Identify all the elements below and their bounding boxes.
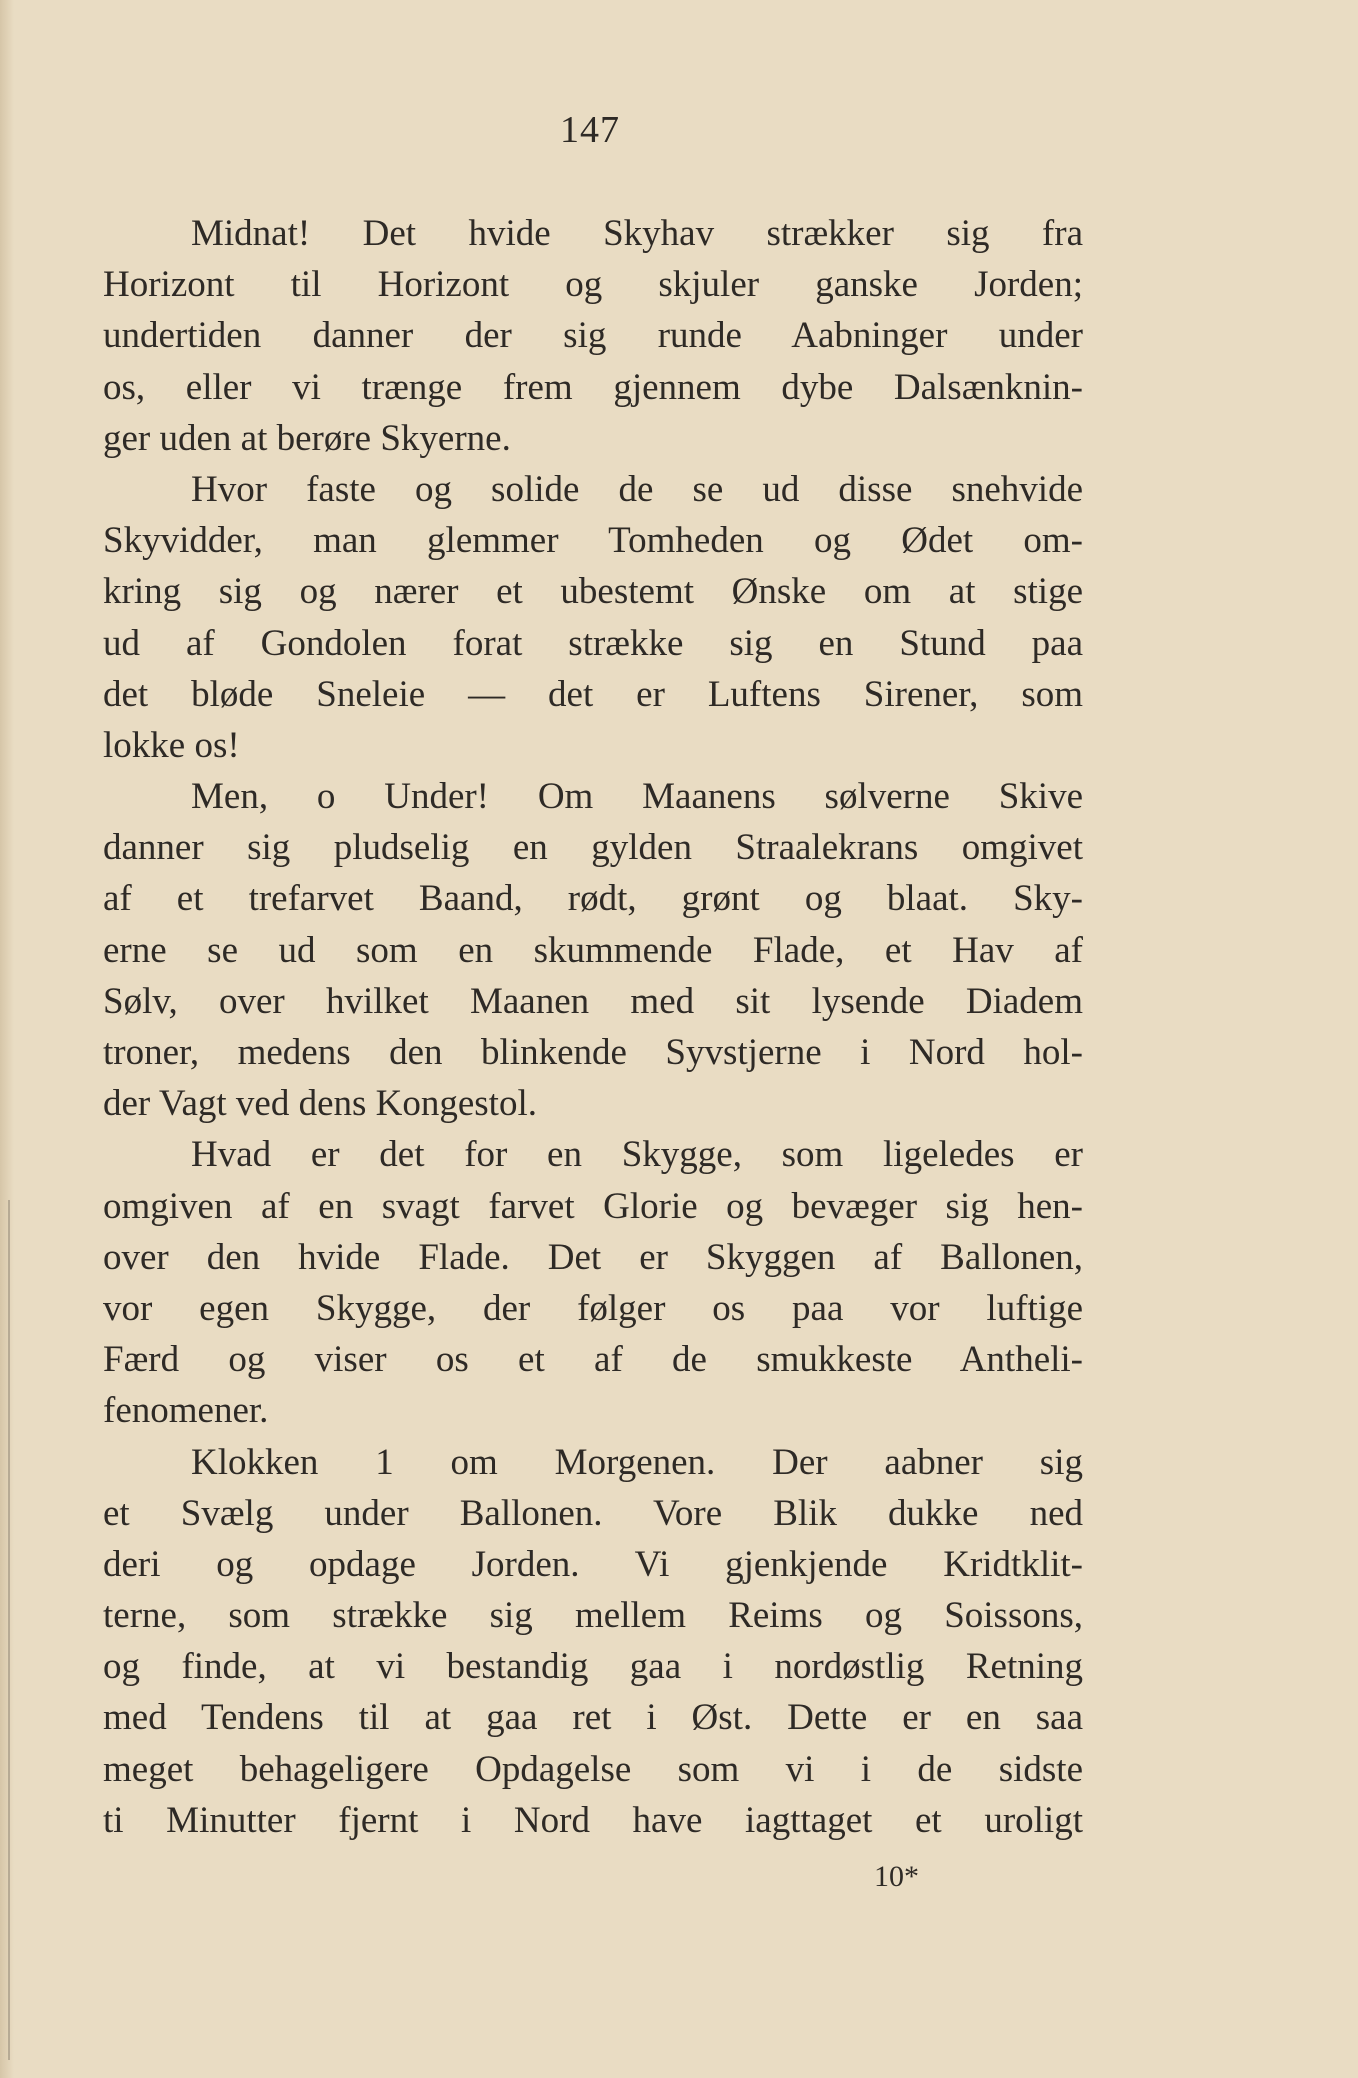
text-line: et Svælg under Ballonen. Vore Blik dukke ned — [103, 1492, 1083, 1534]
text-line: Færd og viser os et af de smukkeste Antheli- — [103, 1339, 1083, 1381]
text-line: terne, som strække sig mellem Reims og Soissons, — [103, 1595, 1083, 1637]
text-line: Midnat! Det hvide Skyhav strækker sig fra — [191, 213, 1083, 254]
text-line: troner, medens den blinkende Syvstjerne i Nord hol- — [103, 1032, 1083, 1073]
text-line: vor egen Skygge, der følger os paa vor luftige — [103, 1287, 1083, 1329]
text-line: Hvor faste og solide de se ud disse snehvide — [191, 468, 1083, 510]
text-line: undertiden danner der sig runde Aabninger under — [103, 315, 1083, 357]
text-line: det bløde Sneleie — det er Luftens Sirener, som — [103, 673, 1083, 715]
text-line: over den hvide Flade. Det er Skyggen af Ballonen, — [103, 1236, 1083, 1278]
text-line: Sølv, over hvilket Maanen med sit lysende Diadem — [103, 980, 1083, 1022]
text-line: Men, o Under! Om Maanens sølverne Skive — [191, 776, 1083, 818]
text-line: meget behageligere Opdagelse som vi i de sidste — [103, 1748, 1083, 1790]
text-line: ud af Gondolen forat strække sig en Stund paa — [103, 622, 1083, 664]
text-line: af et trefarvet Baand, rødt, grønt og blaat. Sky- — [103, 878, 1083, 920]
text-line: med Tendens til at gaa ret i Øst. Dette er en saa — [103, 1697, 1083, 1739]
text-line: Hvad er det for en Skygge, som ligeledes er — [191, 1134, 1083, 1176]
page-number: 147 — [560, 109, 620, 151]
text-line: omgiven af en svagt farvet Glorie og bevæger sig hen- — [103, 1185, 1083, 1227]
text-line: lokke os! — [103, 724, 240, 766]
text-line: danner sig pludselig en gylden Straalekrans omgivet — [103, 827, 1083, 869]
text-line: Horizont til Horizont og skjuler ganske Jorden; — [103, 264, 1083, 306]
text-line: erne se ud som en skummende Flade, et Hav af — [103, 929, 1083, 971]
text-line: deri og opdage Jorden. Vi gjenkjende Kridtklit- — [103, 1543, 1083, 1585]
text-line: Skyvidder, man glemmer Tomheden og Ødet om- — [103, 520, 1083, 562]
text-line: os, eller vi trænge frem gjennem dybe Dalsænknin- — [103, 366, 1083, 408]
text-line: ti Minutter fjernt i Nord have iagttaget et uroligt — [103, 1799, 1083, 1841]
body-text — [103, 208, 1083, 1846]
text-line: Klokken 1 om Morgenen. Der aabner sig — [191, 1441, 1083, 1483]
text-line: ger uden at berøre Skyerne. — [103, 417, 511, 459]
text-line: kring sig og nærer et ubestemt Ønske om at stige — [103, 571, 1083, 613]
signature-mark: 10* — [874, 1860, 919, 1893]
text-line: og finde, at vi bestandig gaa i nordøstlig Retning — [103, 1646, 1083, 1688]
text-line: fenomener. — [103, 1390, 269, 1432]
text-line: der Vagt ved dens Kongestol. — [103, 1083, 537, 1125]
binding-line — [8, 1200, 10, 2060]
page-edge — [0, 0, 14, 2078]
